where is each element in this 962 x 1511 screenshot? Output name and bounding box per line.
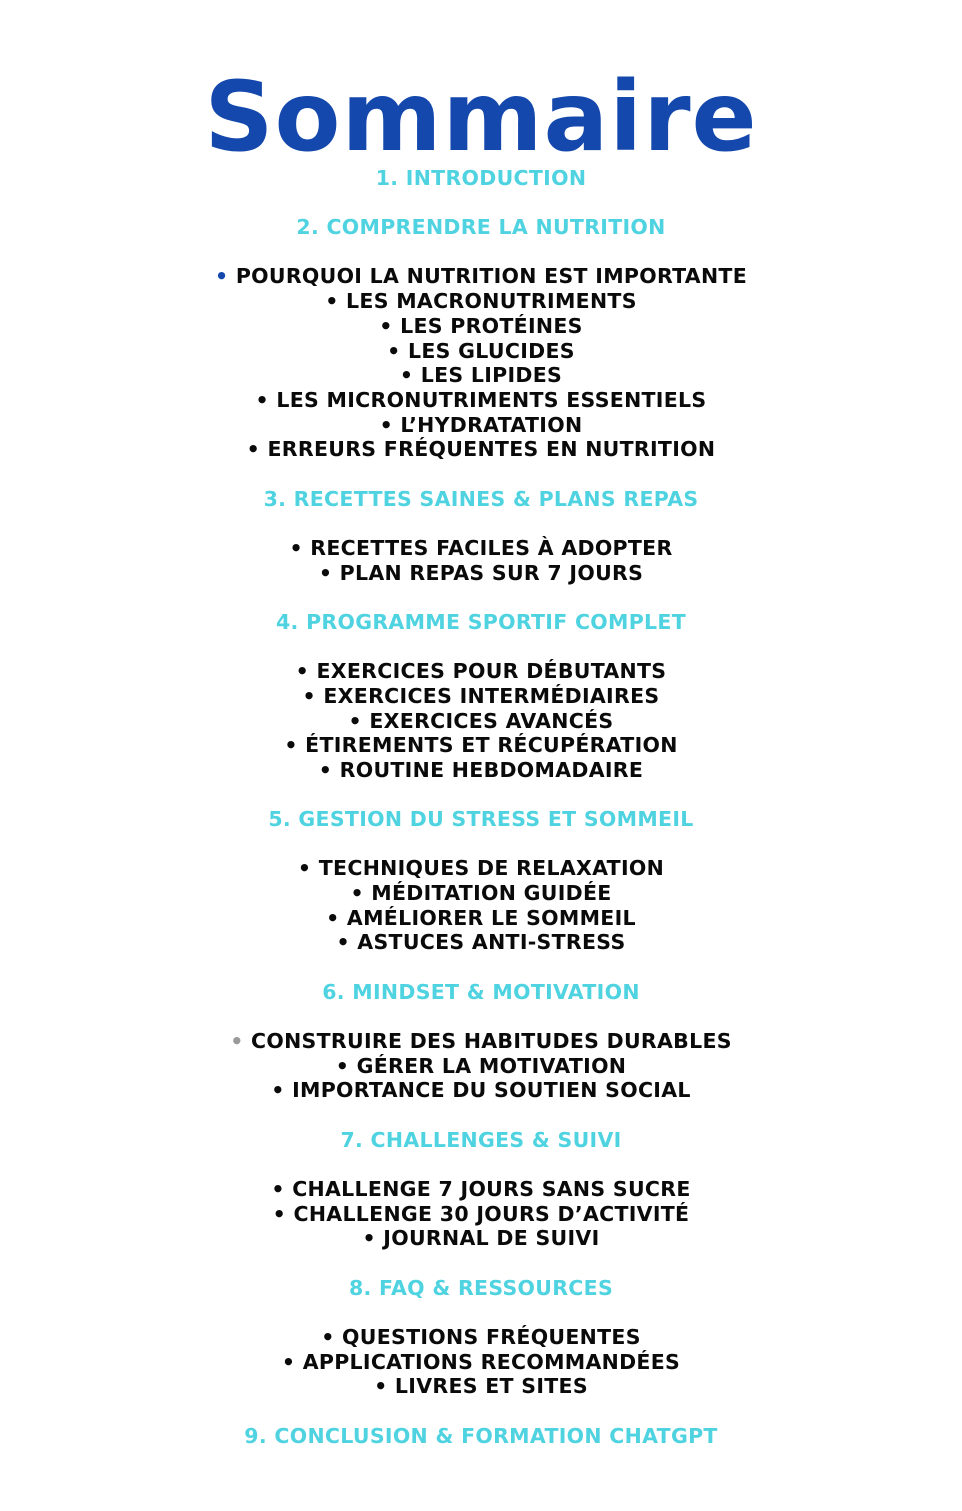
list-item: • ROUTINE HEBDOMADAIRE (318, 758, 644, 782)
list-item: • RECETTES FACILES À ADOPTER (289, 536, 673, 560)
page-title: Sommaire (204, 61, 758, 173)
list-item: • LIVRES ET SITES (374, 1374, 588, 1398)
section-heading-conclusion: 9. CONCLUSION & FORMATION CHATGPT (244, 1424, 718, 1448)
list-item: • IMPORTANCE DU SOUTIEN SOCIAL (271, 1078, 691, 1102)
list-item: • L’HYDRATATION (379, 413, 583, 437)
list-item: • POURQUOI LA NUTRITION EST IMPORTANTE (214, 264, 748, 288)
list-item: • APPLICATIONS RECOMMANDÉES (281, 1350, 681, 1374)
list-item: • EXERCICES POUR DÉBUTANTS (295, 659, 667, 683)
section-heading-faq: 8. FAQ & RESSOURCES (348, 1276, 614, 1300)
list-item: • LES PROTÉINES (379, 314, 583, 338)
list-item: • LES LIPIDES (399, 363, 563, 387)
list-item: • MÉDITATION GUIDÉE (350, 881, 612, 905)
list-item: • GÉRER LA MOTIVATION (335, 1054, 627, 1078)
section-heading-recipes: 3. RECETTES SAINES & PLANS REPAS (263, 487, 699, 511)
bullet-icon: • (230, 1029, 252, 1053)
bullet-icon: • (214, 264, 236, 288)
list-item: • LES MACRONUTRIMENTS (325, 289, 637, 313)
list-item: • EXERCICES AVANCÉS (348, 709, 614, 733)
list-item: • CHALLENGE 30 JOURS D’ACTIVITÉ (272, 1202, 690, 1226)
list-item: • ASTUCES ANTI-STRESS (336, 930, 626, 954)
list-item: • TECHNIQUES DE RELAXATION (297, 856, 665, 880)
list-item: • LES MICRONUTRIMENTS ESSENTIELS (255, 388, 707, 412)
list-item: • LES GLUCIDES (387, 339, 575, 363)
section-heading-challenges: 7. CHALLENGES & SUIVI (340, 1128, 622, 1152)
list-item: • AMÉLIORER LE SOMMEIL (326, 906, 636, 930)
list-item: • ÉTIREMENTS ET RÉCUPÉRATION (284, 733, 678, 757)
section-heading-introduction: 1. INTRODUCTION (375, 166, 587, 190)
list-item: • CHALLENGE 7 JOURS SANS SUCRE (271, 1177, 691, 1201)
section-heading-mindset: 6. MINDSET & MOTIVATION (322, 980, 640, 1004)
section-heading-sport-program: 4. PROGRAMME SPORTIF COMPLET (275, 610, 687, 634)
list-item: • QUESTIONS FRÉQUENTES (321, 1325, 641, 1349)
section-heading-nutrition: 2. COMPRENDRE LA NUTRITION (296, 215, 666, 239)
list-item: • PLAN REPAS SUR 7 JOURS (318, 561, 644, 585)
list-item: • EXERCICES INTERMÉDIAIRES (302, 684, 660, 708)
section-heading-stress-sleep: 5. GESTION DU STRESS ET SOMMEIL (268, 807, 694, 831)
list-item: • JOURNAL DE SUIVI (362, 1226, 600, 1250)
list-item: • ERREURS FRÉQUENTES EN NUTRITION (246, 437, 716, 461)
list-item: • CONSTRUIRE DES HABITUDES DURABLES (230, 1029, 732, 1053)
